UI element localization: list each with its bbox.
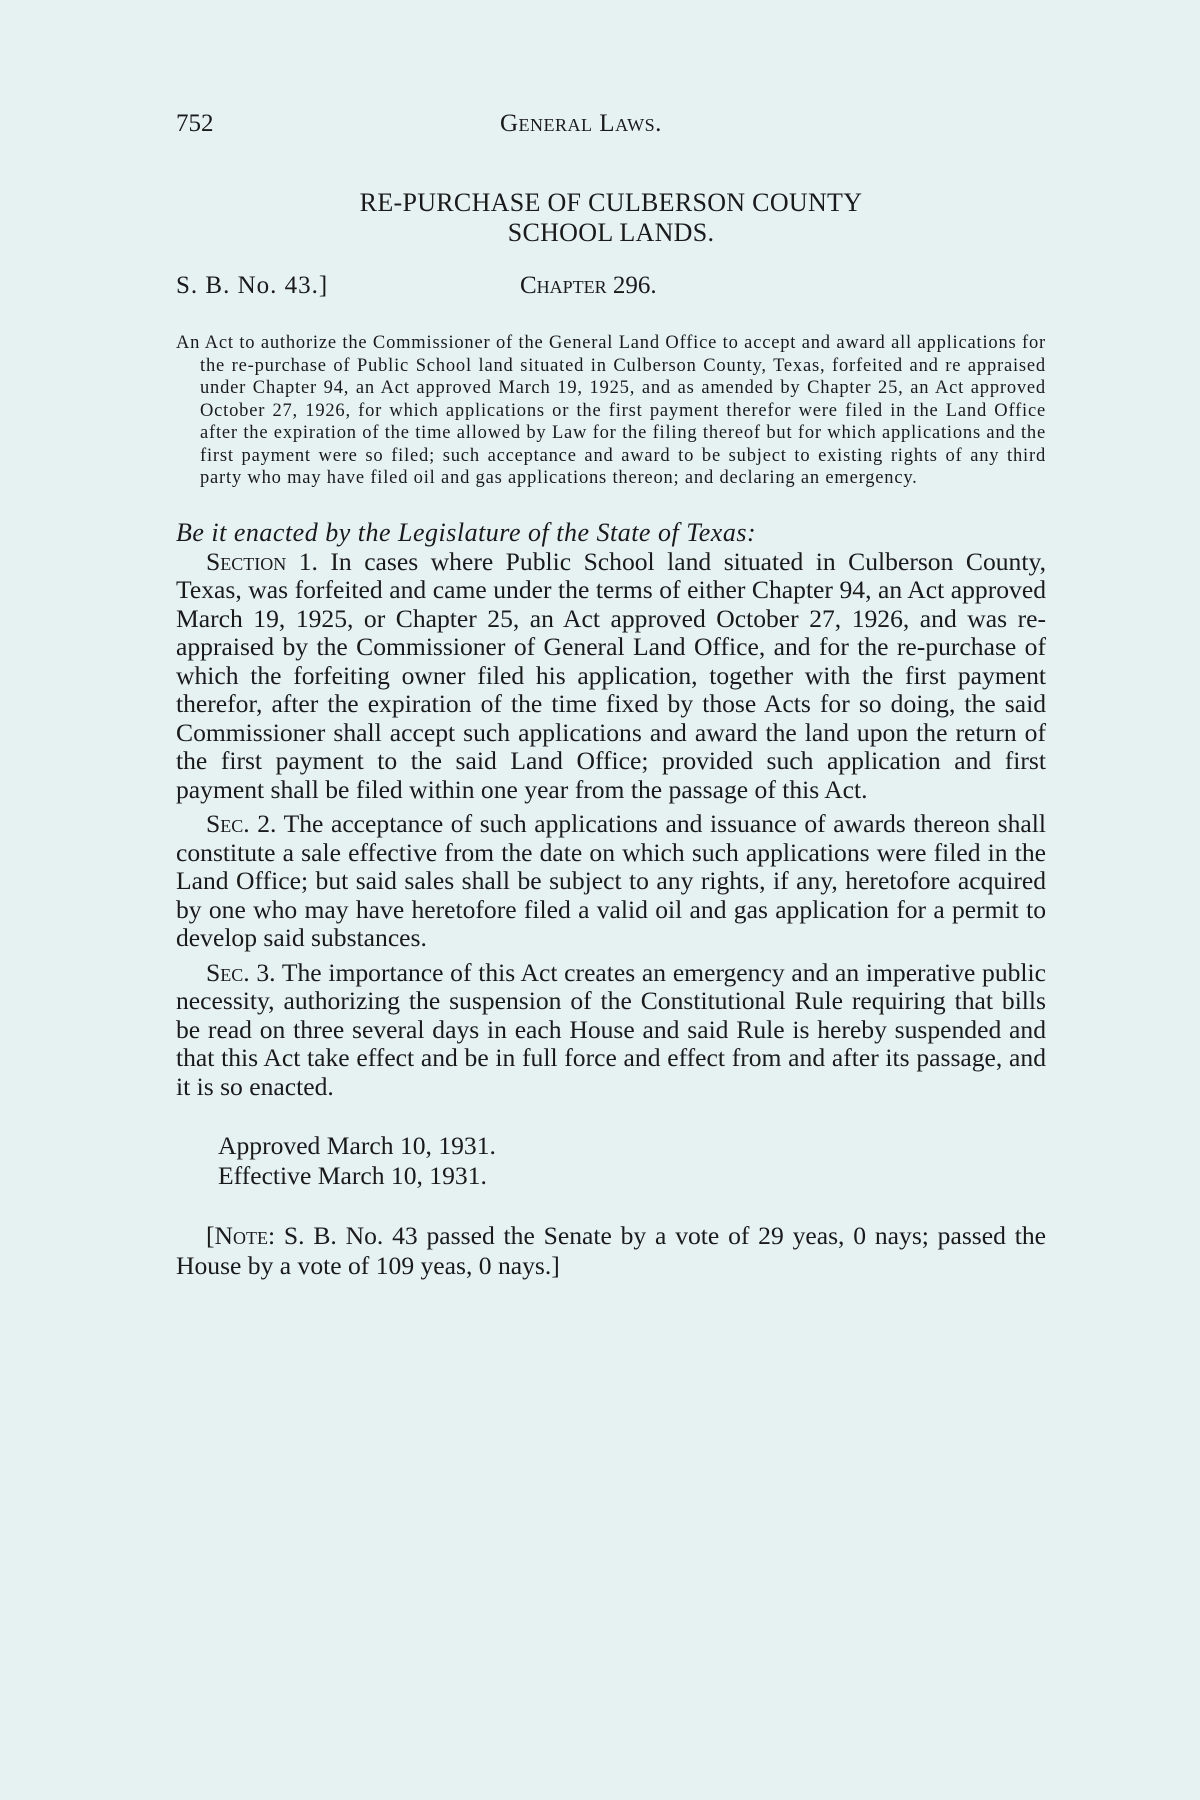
effective-date: Effective March 10, 1931. (218, 1161, 487, 1190)
running-head (176, 100, 1046, 140)
sections (176, 548, 1046, 1102)
section-label: Section 1. (206, 546, 318, 576)
act-title-line-2: SCHOOL LANDS. (507, 218, 715, 247)
section-text: In cases where Public School land situated in Culberson County, Texas, was forfeited and came under the terms of either Chapter 94, an Act approved March 19, 1925, or Chapter 25, an Act approved October 27, 1926, and was re-appraised by the Commissioner of General Land Office, and for the re-purchase of which the forfeiting owner filed his application, together with the first payment therefor, after the expiration of the time fixed by those Acts for so doing, the said Commissioner shall accept such applications and award the land upon the return of the first payment to the said Land Office; provided such application and first payment shall be filed within one year from the passage of this Act. (176, 546, 1046, 804)
section-3 (176, 959, 1046, 1102)
note-text: S. B. No. 43 passed the Senate by a vote of 29 yeas, 0 nays; passed the House by a vote of 109 yeas, 0 nays.] (176, 1221, 1046, 1280)
chapter-number: Chapter 296. (520, 272, 657, 299)
act-title (176, 188, 1046, 248)
note-label: [Note: (206, 1221, 276, 1250)
act-caption: An Act to authorize the Commissioner of the General Land Office to accept and award all applications for the re-purchase of Public School land situated in Culberson County, Texas, forfeited and re appraised under Chapter 94, an Act approved March 19, 1925, and as amended by Chapter 25, an Act approved October 27, 1926, for which applications or the first payment therefor were filed in the Land Office after the expiration of the time allowed by Law for the filing thereof but for which applications and the first payment were so filed; such acceptance and award to be subject to existing rights of any third party who may have filed oil and gas applications thereon; and declaring an emergency. (176, 333, 1046, 488)
section-2 (176, 810, 1046, 953)
enacting-clause: Be it enacted by the Legislature of the State of Texas: (176, 517, 757, 547)
approved-date: Approved March 10, 1931. (218, 1131, 496, 1160)
section-text: The acceptance of such applications and issuance of awards thereon shall constitute a sale effective from the date on which such applications were filed in the Land Office; but said sales shall be subject to any rights, if any, heretofore acquired by one who may have heretofore filed a valid oil and gas application for a permit to develop said substances. (176, 809, 1046, 952)
section-1 (176, 548, 1046, 805)
act-title-line-1: RE-PURCHASE OF CULBERSON COUNTY (359, 188, 863, 217)
bill-line (176, 272, 1046, 304)
section-label: Sec. 2. (206, 809, 277, 838)
document-page (176, 100, 1046, 1281)
approval-dates (176, 1131, 1046, 1191)
page-number: 752 (176, 110, 214, 137)
vote-note (176, 1221, 1046, 1281)
running-title: General Laws. (500, 110, 662, 137)
bill-number: S. B. No. 43.] (176, 272, 329, 299)
section-text: The importance of this Act creates an emergency and an imperative public necessity, authorizing the suspension of the Constitutional Rule requiring that bills be read on three several days in each House and said Rule is hereby suspended and that this Act take effect and be in full force and effect from and after its passage, and it is so enacted. (176, 957, 1047, 1101)
section-label: Sec. 3. (206, 957, 276, 987)
